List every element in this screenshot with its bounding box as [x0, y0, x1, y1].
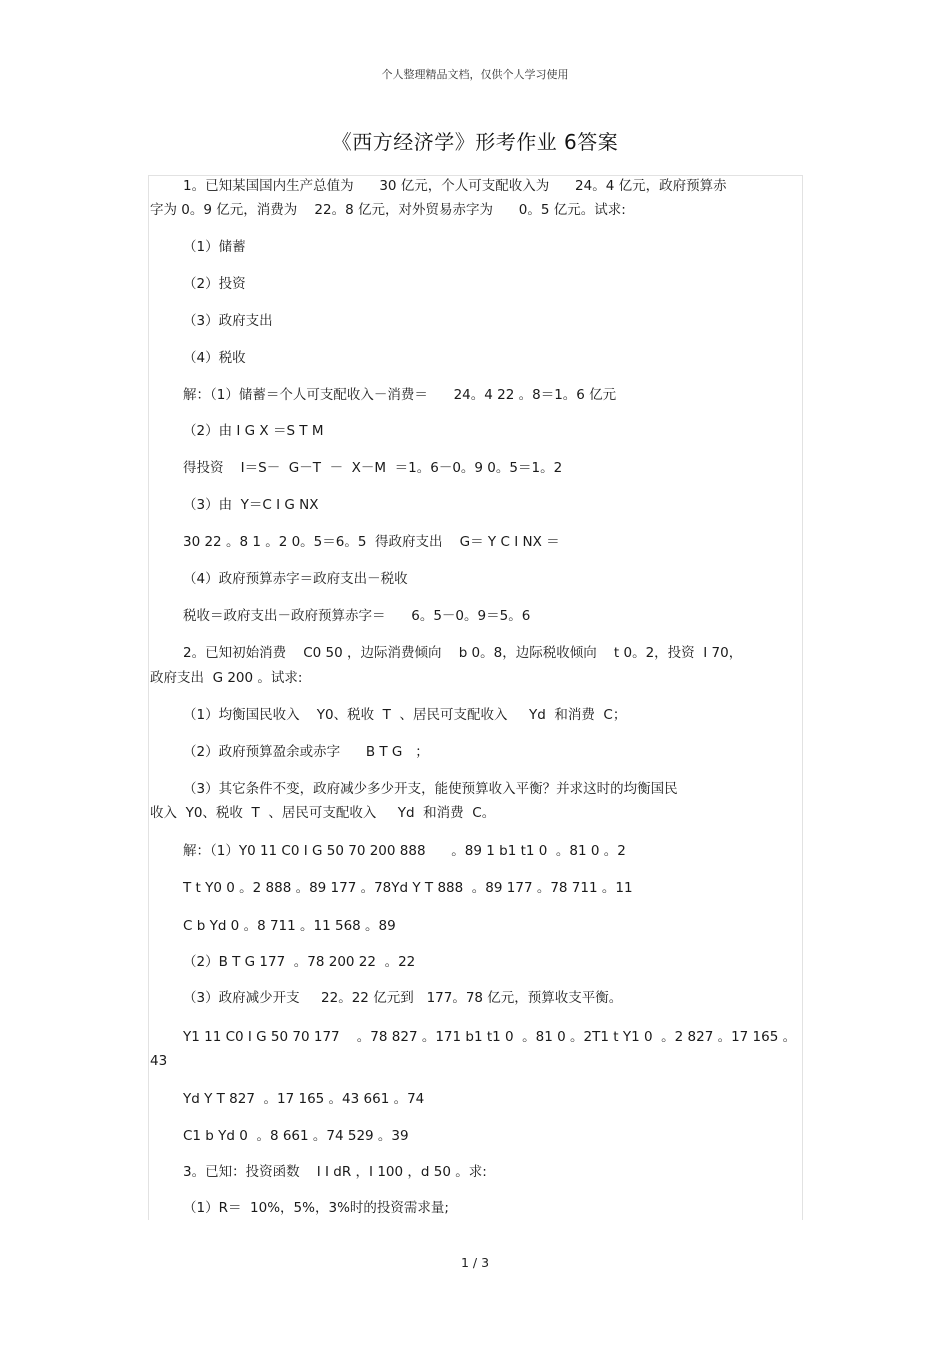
- q1-solution-4: （3）由 Y＝C I G NX: [183, 497, 319, 513]
- q2-text-line1: 2。已知初始消费 C0 50 ，边际消费倾向 b 0。8，边际税收倾向 t 0。2，投资 I 70，: [183, 645, 743, 661]
- q2-solution-4: （2）B T G 177 。78 200 22 。22: [183, 954, 416, 970]
- q1-solution-2: （2）由 I G X ＝S T M: [183, 423, 324, 439]
- frame-left-border: [148, 175, 149, 1220]
- frame-right-border: [802, 175, 803, 1220]
- q2-item-1: （1）均衡国民收入 Y0、税收 T 、居民可支配收入 Yd 和消费 C；: [183, 707, 627, 723]
- q1-solution-6: （4）政府预算赤字＝政府支出－税收: [183, 571, 408, 587]
- page-title: 《西方经济学》形考作业 6答案: [331, 130, 619, 154]
- page-header: 个人整理精品文档，仅供个人学习使用: [381, 68, 569, 81]
- q2-solution-1: 解：（1）Y0 11 C0 I G 50 70 200 888 。89 1 b1 t1 0 。81 0 。2: [183, 843, 626, 859]
- q1-text-line2: 字为 0。9 亿元，消费为 22。8 亿元，对外贸易赤字为 0。5 亿元。试求:: [150, 202, 626, 218]
- q2-solution-2: T t Y0 0 。2 888 。89 177 。78Yd Y T 888 。89 177 。78 711 。11: [183, 880, 633, 896]
- q1-text-line1: 1。已知某国国内生产总值为 30 亿元，个人可支配收入为 24。4 亿元，政府预算赤: [183, 178, 727, 194]
- q2-solution-3: C b Yd 0 。8 711 。11 568 。89: [183, 918, 396, 934]
- q2-solution-8: C1 b Yd 0 。8 661 。74 529 。39: [183, 1128, 409, 1144]
- q1-solution-1: 解：（1）储蓄＝个人可支配收入－消费＝ 24。4 22 。8＝1。6 亿元: [183, 387, 617, 403]
- page-number: 1 / 3: [460, 1255, 490, 1270]
- q2-item-2: （2）政府预算盈余或赤字 B T G ；: [183, 744, 429, 760]
- q3-item-1: （1）R＝ 10%，5%，3%时的投资需求量;: [183, 1200, 449, 1216]
- q2-solution-6-line2: 43: [150, 1053, 168, 1069]
- q1-item-savings: （1）储蓄: [183, 239, 246, 255]
- q2-solution-6-line1: Y1 11 C0 I G 50 70 177 。78 827 。171 b1 t1 0 。81 0 。2T1 t Y1 0 。2 827 。17 165 。: [183, 1029, 797, 1045]
- q3-text-line1: 3。已知：投资函数 I I dR ，I 100 ，d 50 。求:: [183, 1164, 487, 1180]
- q1-item-tax: （4）税收: [183, 350, 246, 366]
- q2-solution-7: Yd Y T 827 。17 165 。43 661 。74: [183, 1091, 425, 1107]
- q2-text-line2: 政府支出 G 200 。试求:: [150, 670, 303, 686]
- q2-item-3-line2: 收入 Y0、税收 T 、居民可支配收入 Yd 和消费 C。: [150, 805, 496, 821]
- q1-solution-5: 30 22 。8 1 。2 0。5＝6。5 得政府支出 G＝ Y C I NX ＝: [183, 534, 560, 550]
- q1-item-gov-spending: （3）政府支出: [183, 313, 273, 329]
- q1-solution-3: 得投资 I＝S－ G－T － X－M ＝1。6－0。9 0。5＝1。2: [183, 460, 563, 476]
- q2-solution-5: （3）政府减少开支 22。22 亿元到 177。78 亿元，预算收支平衡。: [183, 990, 623, 1006]
- q1-item-investment: （2）投资: [183, 276, 246, 292]
- q1-solution-7: 税收＝政府支出－政府预算赤字＝ 6。5－0。9＝5。6: [183, 608, 531, 624]
- q2-item-3-line1: （3）其它条件不变，政府减少多少开支，能使预算收入平衡？并求这时的均衡国民: [183, 781, 678, 797]
